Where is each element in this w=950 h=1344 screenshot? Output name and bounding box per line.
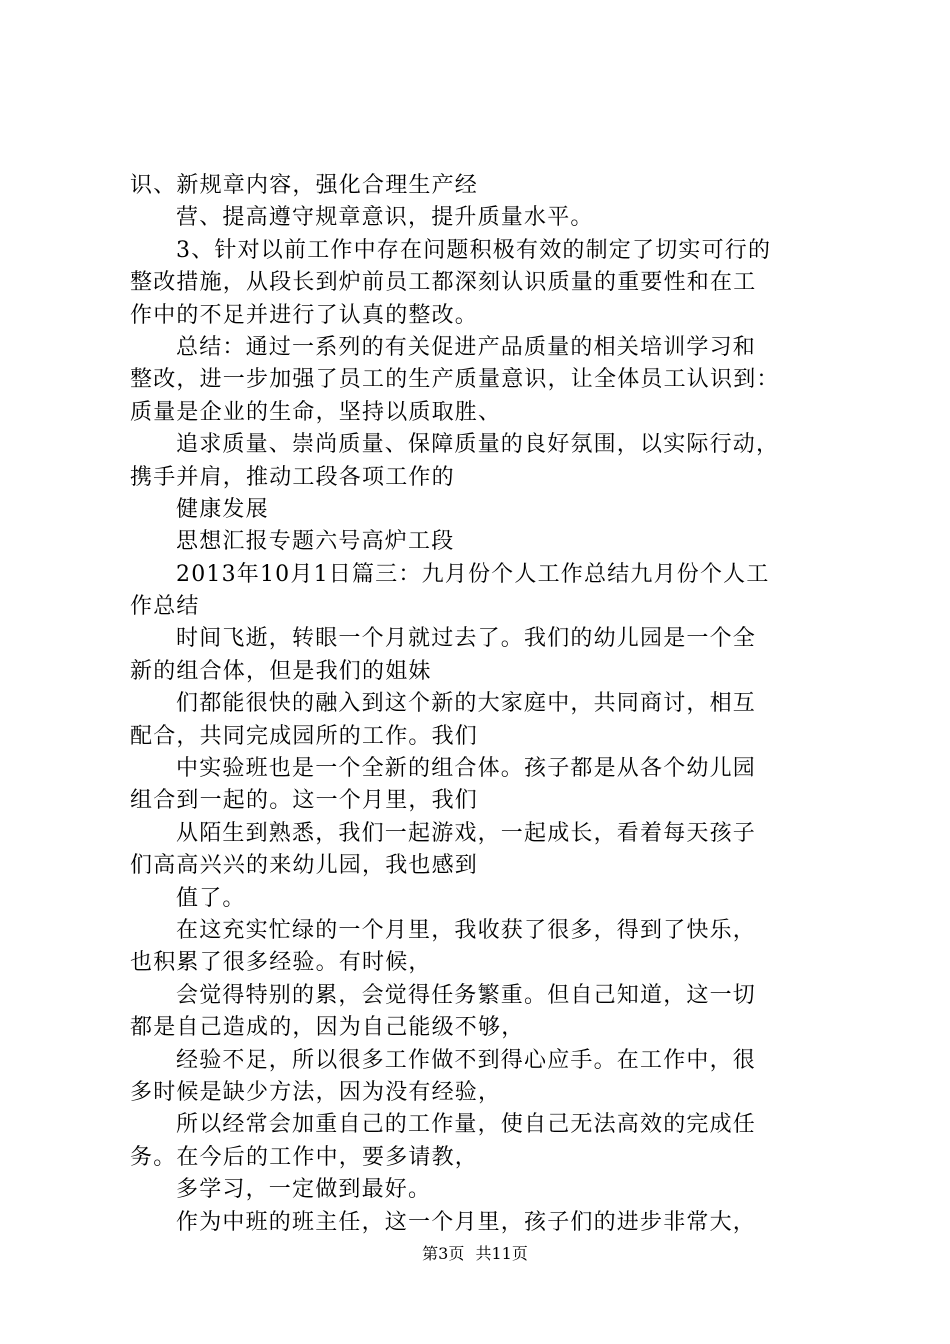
- page-total: 共11页: [475, 1244, 528, 1263]
- text-line: 追求质量、崇尚质量、保障质量的良好氛围，以实际行动，: [176, 432, 780, 458]
- text-line: 们高高兴兴的来幼儿园，我也感到: [130, 853, 479, 879]
- text-line: 中实验班也是一个全新的组合体。孩子都是从各个幼儿园: [176, 756, 757, 782]
- text-line: 携手并肩，推动工段各项工作的: [130, 464, 455, 490]
- text-line: 整改措施，从段长到炉前员工都深刻认识质量的重要性和在工: [130, 270, 757, 296]
- text-line: 健康发展: [176, 496, 269, 522]
- text-line: 会觉得特别的累，会觉得任务繁重。但自己知道，这一切: [176, 982, 757, 1008]
- text-line: 新的组合体，但是我们的姐妹: [130, 658, 432, 684]
- page-footer: [0, 1244, 950, 1264]
- text-line: 思想汇报专题六号高炉工段: [176, 529, 455, 555]
- text-line: 值了。: [176, 885, 246, 911]
- text-line: 所以经常会加重自己的工作量，使自己无法高效的完成任: [176, 1112, 757, 1138]
- text-line: 也积累了很多经验。有时候，: [130, 950, 432, 976]
- text-line: 作为中班的班主任，这一个月里，孩子们的进步非常大，: [176, 1209, 757, 1235]
- text-line: 整改，进一步加强了员工的生产质量意识，让全体员工认识到：: [130, 367, 780, 393]
- text-line: 们都能很快的融入到这个新的大家庭中，共同商讨，相互: [176, 691, 757, 717]
- text-line: 多学习，一定做到最好。: [176, 1177, 432, 1203]
- text-line: 质量是企业的生命，坚持以质取胜、: [130, 399, 502, 425]
- page-number: 第3页: [422, 1244, 465, 1263]
- body-text: [130, 170, 840, 1239]
- text-line: 识、新规章内容，强化合理生产经: [130, 173, 479, 198]
- text-line: 配合，共同完成园所的工作。我们: [130, 723, 479, 749]
- text-line: 都是自己造成的，因为自己能级不够，: [130, 1015, 525, 1041]
- text-line: 3、针对以前工作中存在问题积极有效的制定了切实可行的: [176, 237, 772, 263]
- text-line: 务。在今后的工作中，要多请教，: [130, 1144, 479, 1170]
- text-line: 2013年10月1日篇三：九月份个人工作总结九月份个人工: [176, 561, 770, 587]
- text-line: 总结：通过一系列的有关促进产品质量的相关培训学习和: [176, 334, 757, 360]
- text-line: 作中的不足并进行了认真的整改。: [130, 302, 479, 328]
- text-line: 营、提高遵守规章意识，提升质量水平。: [176, 205, 594, 231]
- text-line: 在这充实忙绿的一个月里，我收获了很多，得到了快乐，: [176, 917, 757, 943]
- text-line: 从陌生到熟悉，我们一起游戏，一起成长，看着每天孩子: [176, 820, 757, 846]
- text-line: 组合到一起的。这一个月里，我们: [130, 788, 479, 814]
- text-line: 时间飞逝，转眼一个月就过去了。我们的幼儿园是一个全: [176, 626, 757, 652]
- text-line: 经验不足，所以很多工作做不到得心应手。在工作中，很: [176, 1047, 757, 1073]
- text-line: 作总结: [130, 594, 200, 620]
- text-line: 多时候是缺少方法，因为没有经验，: [130, 1079, 502, 1105]
